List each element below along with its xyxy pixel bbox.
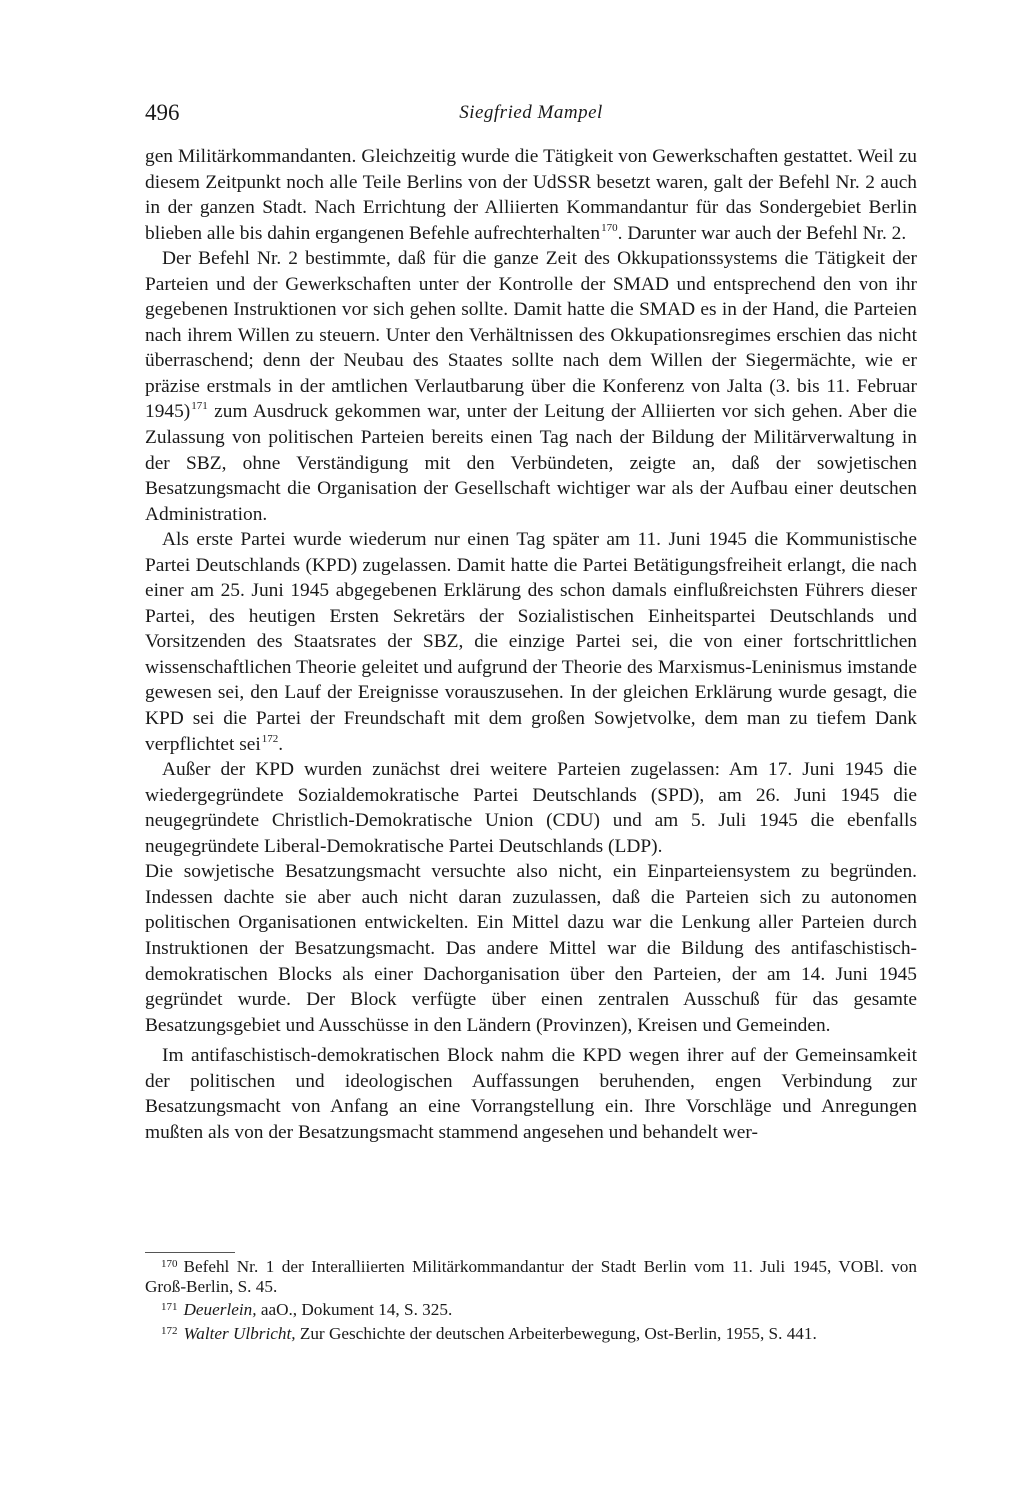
paragraph (145, 246, 917, 527)
footnote-rule (145, 1252, 235, 1253)
body-text (145, 144, 917, 1145)
page-header (145, 97, 917, 129)
footnote (145, 1321, 917, 1344)
footnote-text: Zur Geschichte der deutschen Arbeiterbewegung, Ost-Berlin, 1955, S. 441. (295, 1323, 817, 1343)
footnote (145, 1297, 917, 1320)
running-head: Siegfried Mampel (459, 102, 603, 123)
footnote-text: aaO., Dokument 14, S. 325. (256, 1300, 453, 1320)
footnote-number: 171 (161, 1301, 178, 1314)
footnote-ref: 170 (601, 221, 618, 234)
paragraph (145, 1043, 917, 1145)
paragraph-text-after: . Darunter war auch der Befehl Nr. 2. (617, 222, 907, 244)
footnote-author: Walter Ulbricht, (183, 1323, 296, 1343)
paragraph (145, 144, 917, 246)
footnote-number: 172 (161, 1324, 178, 1337)
paragraph-text: Die sowjetische Besatzungsmacht versuchte also nicht, ein Einparteiensystem zu begründen. Indessen dachte sie aber auch nicht daran zuzulassen, daß die Parteien sich zu autonomen politischen Organisationen entwickelten. Ein Mittel dazu war die Lenkung aller Parteien durch Instruktionen der Besatzungsmacht. Das andere Mittel war die Bildung des antifaschistisch-demokratischen Blocks als einer Dachorganisation über den Parteien, der am 14. Juni 1945 gegründet wurde. Der Block verfügte über einen zentralen Ausschuß für das gesamte Besatzungsgebiet und Ausschüsse in den Ländern (Provinzen), Kreisen und Gemeinden. (145, 861, 917, 1036)
paragraph (145, 859, 917, 1038)
footnote-ref: 171 (191, 400, 208, 413)
footnotes (145, 1254, 917, 1344)
page-number: 496 (145, 100, 180, 125)
paragraph-text: Im antifaschistisch-demokratischen Block nahm die KPD wegen ihrer auf der Gemeinsamkeit der politischen und ideologischen Auffassungen beruhenden, engen Verbindung zur Besatzungsmacht von Anfang an eine Vorrangstellung ein. Ihre Vorschläge und Anregungen mußten als von der Besatzungsmacht stammend angesehen und behandelt wer- (145, 1045, 917, 1143)
paragraph-text: Der Befehl Nr. 2 bestimmte, daß für die ganze Zeit des Okkupationssystems die Tätigkeit der Parteien und der Gewerkschaften unter der Kontrolle der SMAD und entsprechend den von ihr gegebenen Instruktionen vor sich gehen sollte. Damit hatte die SMAD es in der Hand, die Parteien nach ihrem Willen zu steuern. Unter den Verhältnissen des Okkupationsregimes erschien das nicht überraschend; denn der Neubau des Staates sollte nach dem Willen der Siegermächte, wie er präzise erstmals in der amtlichen Verlautbarung über die Konferenz von Jalta (3. bis 11. Februar 1945) (145, 248, 917, 423)
paragraph-text: Außer der KPD wurden zunächst drei weitere Parteien zugelassen: Am 17. Juni 1945 die wiedergegründete Sozialdemokratische Partei Deutschlands (SPD), am 26. Juni 1945 die neugegründete Christlich-Demokratische Union (CDU) und am 5. Juli 1945 die ebenfalls neugegründete Liberal-Demokratische Partei Deutschlands (LDP). (145, 759, 917, 857)
paragraph-text: Als erste Partei wurde wiederum nur einen Tag später am 11. Juni 1945 die Kommunistische Partei Deutschlands (KPD) zugelassen. Damit hatte die Partei Betätigungsfreiheit erlangt, die nach einer am 25. Juni 1945 abgegebenen Erklärung des schon damals einflußreichsten Führers dieser Partei, des heutigen Ersten Sekretärs der Sozialistischen Einheitspartei Deutschlands und Vorsitzenden des Staatsrates der SBZ, die einzige Partei sei, die von einer fortschrittlichen wissenschaftlichen Theorie geleitet und aufgrund der Theorie des Marxismus-Leninismus imstande gewesen sei, den Lauf der Ereignisse vorauszusehen. In der gleichen Erklärung wurde gesagt, die KPD sei die Partei der Freundschaft mit dem großen Sowjetvolke, dem man zu tiefem Dank verpflichtet sei (145, 529, 917, 755)
paragraph (145, 527, 917, 757)
paragraph (145, 757, 917, 859)
paragraph-text-after: zum Ausdruck gekommen war, unter der Leitung der Alliierten vor sich gehen. Aber die Zulassung von politischen Parteien bereits einen Tag nach der Bildung der Militärverwaltung in der SBZ, ohne Verständigung mit den Verbündeten, zeigte an, daß der sowjetischen Besatzungsmacht die Organisation der Gesellschaft wichtiger war als der Aufbau einer deutschen Administration. (145, 401, 917, 525)
footnote-ref: 172 (261, 732, 279, 745)
footnote-author: Deuerlein, (183, 1300, 257, 1320)
paragraph-text-after: . (278, 733, 284, 755)
footnote-text: Befehl Nr. 1 der Interalliierten Militärkommandantur der Stadt Berlin vom 11. Juli 1945, VOBl. von Groß-Berlin, S. 45. (145, 1257, 917, 1297)
paragraph-text: gen Militärkommandanten. Gleichzeitig wurde die Tätigkeit von Gewerkschaften gestattet. Weil zu diesem Zeitpunkt noch alle Teile Berlins von der UdSSR besetzt waren, galt der Befehl Nr. 2 auch in der ganzen Stadt. Nach Errichtung der Alliierten Kommandantur für das Sondergebiet Berlin blieben alle bis dahin ergangenen Befehle aufrechterhalten (145, 146, 917, 244)
footnote-number: 170 (161, 1258, 178, 1270)
footnote (145, 1254, 917, 1297)
